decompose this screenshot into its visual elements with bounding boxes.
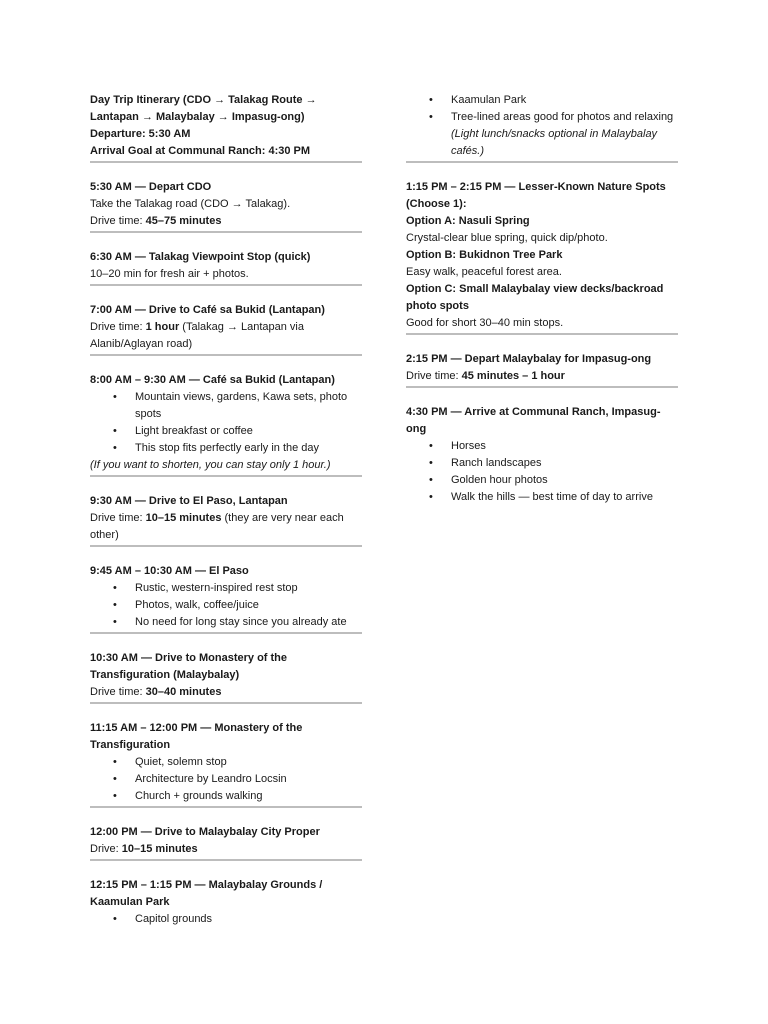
stop-malaybalay-grounds bbox=[90, 877, 362, 929]
drive-time bbox=[90, 841, 362, 858]
drive-value: 10–15 minutes bbox=[121, 843, 198, 855]
stop-bullets bbox=[90, 389, 362, 457]
drive-label: Drive time: bbox=[90, 686, 146, 698]
drive-value: 10–15 minutes bbox=[145, 512, 222, 524]
drive-value: 45 minutes – 1 hour bbox=[461, 370, 565, 382]
list-item: • Tree-lined areas good for photos and relaxing bbox=[451, 109, 678, 126]
stop-nature-spots bbox=[406, 179, 678, 335]
departure-time: Departure: 5:30 AM bbox=[90, 128, 191, 140]
stop-depart-cdo bbox=[90, 179, 362, 233]
stop-malaybalay-grounds-continued bbox=[406, 92, 678, 163]
drive-label: Drive time: bbox=[406, 370, 462, 382]
drive-time bbox=[90, 213, 362, 230]
drive-value: 45–75 minutes bbox=[145, 215, 222, 227]
stop-bullets bbox=[406, 92, 678, 126]
stop-drive-malaybalay bbox=[90, 824, 362, 861]
list-item: • Photos, walk, coffee/juice bbox=[135, 597, 362, 614]
stop-talakag-viewpoint bbox=[90, 249, 362, 286]
list-item: • Architecture by Leandro Locsin bbox=[135, 771, 362, 788]
drive-time bbox=[90, 510, 362, 544]
arrival-goal: Arrival Goal at Communal Ranch: 4:30 PM bbox=[90, 145, 311, 157]
list-item: • Quiet, solemn stop bbox=[135, 754, 362, 771]
stop-bullets bbox=[90, 754, 362, 805]
stop-drive-el-paso bbox=[90, 493, 362, 547]
drive-time bbox=[406, 368, 678, 385]
list-item: • Golden hour photos bbox=[451, 472, 678, 489]
list-item: • Light breakfast or coffee bbox=[135, 423, 362, 440]
list-item: • Ranch landscapes bbox=[451, 455, 678, 472]
stop-heading: 5:30 AM — Depart CDO bbox=[90, 181, 212, 193]
drive-label: Drive time: bbox=[90, 321, 146, 333]
stop-depart-malaybalay bbox=[406, 351, 678, 388]
stop-text: Take the Talakag road (CDO → Talakag). bbox=[90, 198, 291, 210]
stop-drive-monastery bbox=[90, 650, 362, 704]
stop-communal-ranch bbox=[406, 404, 678, 507]
stop-heading: 6:30 AM — Talakag Viewpoint Stop (quick) bbox=[90, 251, 311, 263]
list-item: • Kaamulan Park bbox=[451, 92, 678, 109]
drive-label: Drive time: bbox=[90, 215, 146, 227]
option-a-description: Crystal-clear blue spring, quick dip/photo. bbox=[406, 232, 608, 244]
list-item: • Mountain views, gardens, Kawa sets, photo spots bbox=[135, 389, 362, 423]
drive-note: (they are very near each other) bbox=[90, 512, 344, 541]
stop-heading: 10:30 AM — Drive to Monastery of the Transfiguration (Malaybalay) bbox=[90, 652, 288, 681]
list-item: • Walk the hills — best time of day to arrive bbox=[451, 489, 678, 506]
stop-bullets bbox=[90, 580, 362, 631]
stop-heading: 9:30 AM — Drive to El Paso, Lantapan bbox=[90, 495, 288, 507]
itinerary-header bbox=[90, 92, 362, 163]
stop-cafe-sa-bukid bbox=[90, 372, 362, 477]
stop-text: 10–20 min for fresh air + photos. bbox=[90, 268, 249, 280]
list-item: • Horses bbox=[451, 438, 678, 455]
stop-heading: 11:15 AM – 12:00 PM — Monastery of the Transfiguration bbox=[90, 722, 303, 751]
list-item: • Rustic, western-inspired rest stop bbox=[135, 580, 362, 597]
drive-note: (Talakag → Lantapan via Alanib/Aglayan road) bbox=[90, 321, 304, 350]
list-item: • Capitol grounds bbox=[135, 911, 362, 928]
drive-time bbox=[90, 684, 362, 701]
stop-heading: 12:15 PM – 1:15 PM — Malaybalay Grounds / Kaamulan Park bbox=[90, 879, 323, 908]
option-c-title: Option C: Small Malaybalay view decks/backroad photo spots bbox=[406, 283, 664, 312]
drive-time bbox=[90, 319, 362, 353]
stop-heading: 9:45 AM – 10:30 AM — El Paso bbox=[90, 565, 249, 577]
stop-note: (Light lunch/snacks optional in Malaybalay cafés.) bbox=[451, 128, 658, 157]
right-column bbox=[406, 92, 678, 523]
option-b-title: Option B: Bukidnon Tree Park bbox=[406, 249, 563, 261]
stop-heading: 1:15 PM – 2:15 PM — Lesser-Known Nature Spots (Choose 1): bbox=[406, 181, 666, 210]
stop-heading: 12:00 PM — Drive to Malaybalay City Proper bbox=[90, 826, 320, 838]
stop-heading: 8:00 AM – 9:30 AM — Café sa Bukid (Lantapan) bbox=[90, 374, 335, 386]
list-item: • No need for long stay since you already ate bbox=[135, 614, 362, 631]
option-a-title: Option A: Nasuli Spring bbox=[406, 215, 530, 227]
stop-heading: 2:15 PM — Depart Malaybalay for Impasug-ong bbox=[406, 353, 652, 365]
drive-label: Drive time: bbox=[90, 512, 146, 524]
stop-monastery bbox=[90, 720, 362, 808]
stop-bullets bbox=[406, 438, 678, 506]
drive-value: 1 hour bbox=[145, 321, 180, 333]
stop-heading: 7:00 AM — Drive to Café sa Bukid (Lantapan) bbox=[90, 304, 325, 316]
option-b-description: Easy walk, peaceful forest area. bbox=[406, 266, 562, 278]
left-column bbox=[90, 92, 362, 945]
itinerary-title: Day Trip Itinerary (CDO → Talakag Route → Lantapan → Malaybalay → Impasug-ong) bbox=[90, 94, 317, 123]
drive-label: Drive: bbox=[90, 843, 122, 855]
stop-note: (If you want to shorten, you can stay only 1 hour.) bbox=[90, 459, 331, 471]
stop-el-paso bbox=[90, 563, 362, 634]
list-item: • This stop fits perfectly early in the day bbox=[135, 440, 362, 457]
option-c-description: Good for short 30–40 min stops. bbox=[406, 317, 564, 329]
list-item: • Church + grounds walking bbox=[135, 788, 362, 805]
stop-heading: 4:30 PM — Arrive at Communal Ranch, Impasug-ong bbox=[406, 406, 661, 435]
drive-value: 30–40 minutes bbox=[145, 686, 222, 698]
stop-drive-cafe-sa-bukid bbox=[90, 302, 362, 356]
stop-bullets bbox=[90, 911, 362, 928]
